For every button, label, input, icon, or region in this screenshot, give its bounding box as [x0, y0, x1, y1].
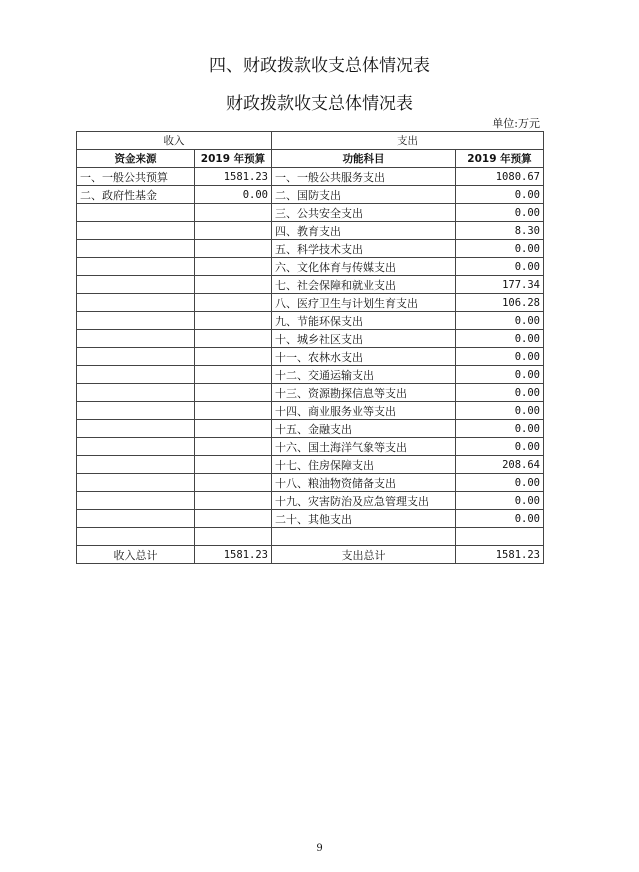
income-amount-cell: 1581.23 [195, 168, 272, 186]
income-amount-cell [195, 510, 272, 528]
table-body [77, 168, 544, 546]
income-source-cell [77, 420, 195, 438]
table-row [77, 222, 544, 240]
expense-item-cell: 十六、国土海洋气象等支出 [272, 438, 456, 456]
table-row [77, 528, 544, 546]
table-row [77, 492, 544, 510]
expense-item-cell: 十三、资源勘探信息等支出 [272, 384, 456, 402]
expense-item-cell: 三、公共安全支出 [272, 204, 456, 222]
income-source-cell [77, 204, 195, 222]
income-source-cell: 一、一般公共预算 [77, 168, 195, 186]
table-row [77, 258, 544, 276]
source-column-header: 资金来源 [77, 150, 195, 168]
expense-amount-cell: 106.28 [456, 294, 544, 312]
income-group-header: 收入 [77, 132, 272, 150]
income-amount-cell [195, 348, 272, 366]
income-amount-cell [195, 474, 272, 492]
income-amount-cell [195, 384, 272, 402]
income-amount-cell [195, 402, 272, 420]
expense-amount-cell: 208.64 [456, 456, 544, 474]
expense-item-cell: 十一、农林水支出 [272, 348, 456, 366]
expense-amount-cell: 0.00 [456, 204, 544, 222]
income-source-cell: 二、政府性基金 [77, 186, 195, 204]
table-row [77, 366, 544, 384]
expense-item-cell: 一、一般公共服务支出 [272, 168, 456, 186]
expense-amount-cell [456, 528, 544, 546]
expense-item-cell: 八、医疗卫生与计划生育支出 [272, 294, 456, 312]
table-row [77, 420, 544, 438]
income-amount-cell [195, 366, 272, 384]
income-amount-cell [195, 330, 272, 348]
expense-item-cell: 十、城乡社区支出 [272, 330, 456, 348]
income-amount-cell [195, 456, 272, 474]
income-total-amount: 1581.23 [195, 546, 272, 564]
income-amount-cell [195, 240, 272, 258]
expense-item-cell: 七、社会保障和就业支出 [272, 276, 456, 294]
expense-amount-cell: 0.00 [456, 240, 544, 258]
income-amount-cell [195, 258, 272, 276]
income-source-cell [77, 294, 195, 312]
table-row [77, 204, 544, 222]
income-amount-cell [195, 528, 272, 546]
expense-amount-cell: 8.30 [456, 222, 544, 240]
income-source-cell [77, 312, 195, 330]
expense-item-cell: 二、国防支出 [272, 186, 456, 204]
income-source-cell [77, 384, 195, 402]
table-row [77, 330, 544, 348]
expense-item-cell: 六、文化体育与传媒支出 [272, 258, 456, 276]
table-row [77, 276, 544, 294]
table-row [77, 474, 544, 492]
income-source-cell [77, 474, 195, 492]
income-amount-cell [195, 276, 272, 294]
income-amount-cell [195, 222, 272, 240]
income-source-cell [77, 348, 195, 366]
expense-amount-cell: 0.00 [456, 510, 544, 528]
unit-label: 单位:万元 [492, 117, 540, 130]
expense-amount-cell: 0.00 [456, 402, 544, 420]
table-row [77, 402, 544, 420]
expense-amount-cell: 0.00 [456, 366, 544, 384]
expense-item-cell: 十二、交通运输支出 [272, 366, 456, 384]
expense-item-cell: 十五、金融支出 [272, 420, 456, 438]
income-amount-cell [195, 492, 272, 510]
income-amount-cell [195, 312, 272, 330]
page-number: 9 [316, 843, 323, 854]
expense-amount-cell: 0.00 [456, 312, 544, 330]
income-source-cell [77, 222, 195, 240]
income-source-cell [77, 492, 195, 510]
income-source-cell [77, 240, 195, 258]
expense-total-label: 支出总计 [272, 546, 456, 564]
expense-amount-cell: 0.00 [456, 438, 544, 456]
expense-item-cell: 十八、粮油物资储备支出 [272, 474, 456, 492]
income-source-cell [77, 510, 195, 528]
expense-amount-cell: 0.00 [456, 492, 544, 510]
expense-item-cell: 四、教育支出 [272, 222, 456, 240]
income-amount-cell [195, 420, 272, 438]
expense-amount-cell: 0.00 [456, 384, 544, 402]
income-amount-cell [195, 294, 272, 312]
table-title: 财政拨款收支总体情况表 [226, 94, 413, 114]
expense-item-cell: 十九、灾害防治及应急管理支出 [272, 492, 456, 510]
expense-item-cell: 九、节能环保支出 [272, 312, 456, 330]
income-source-cell [77, 258, 195, 276]
expense-item-cell: 二十、其他支出 [272, 510, 456, 528]
income-source-cell [77, 528, 195, 546]
income-source-cell [77, 330, 195, 348]
income-amount-cell [195, 204, 272, 222]
income-source-cell [77, 402, 195, 420]
table-row [77, 294, 544, 312]
income-source-cell [77, 276, 195, 294]
income-budget-column-header: 2019 年预算 [195, 150, 272, 168]
income-source-cell [77, 438, 195, 456]
budget-table [76, 131, 544, 564]
income-amount-cell [195, 438, 272, 456]
table-row [77, 240, 544, 258]
expense-amount-cell: 0.00 [456, 420, 544, 438]
expense-amount-cell: 177.34 [456, 276, 544, 294]
expense-total-amount: 1581.23 [456, 546, 544, 564]
expense-group-header: 支出 [272, 132, 544, 150]
table-row [77, 348, 544, 366]
expense-item-cell: 十四、商业服务业等支出 [272, 402, 456, 420]
income-source-cell [77, 456, 195, 474]
page-heading: 四、财政拨款收支总体情况表 [209, 56, 430, 76]
expense-item-cell [272, 528, 456, 546]
expense-item-cell: 十七、住房保障支出 [272, 456, 456, 474]
expense-budget-column-header: 2019 年预算 [456, 150, 544, 168]
income-total-label: 收入总计 [77, 546, 195, 564]
expense-amount-cell: 0.00 [456, 348, 544, 366]
table-row [77, 186, 544, 204]
expense-amount-cell: 0.00 [456, 258, 544, 276]
expense-amount-cell: 0.00 [456, 474, 544, 492]
expense-amount-cell: 0.00 [456, 330, 544, 348]
function-column-header: 功能科目 [272, 150, 456, 168]
income-amount-cell: 0.00 [195, 186, 272, 204]
table-row [77, 312, 544, 330]
table-row [77, 384, 544, 402]
expense-amount-cell: 1080.67 [456, 168, 544, 186]
table-row [77, 510, 544, 528]
expense-amount-cell: 0.00 [456, 186, 544, 204]
expense-item-cell: 五、科学技术支出 [272, 240, 456, 258]
totals-row [77, 546, 544, 564]
income-source-cell [77, 366, 195, 384]
table-row [77, 168, 544, 186]
table-row [77, 438, 544, 456]
table-row [77, 456, 544, 474]
